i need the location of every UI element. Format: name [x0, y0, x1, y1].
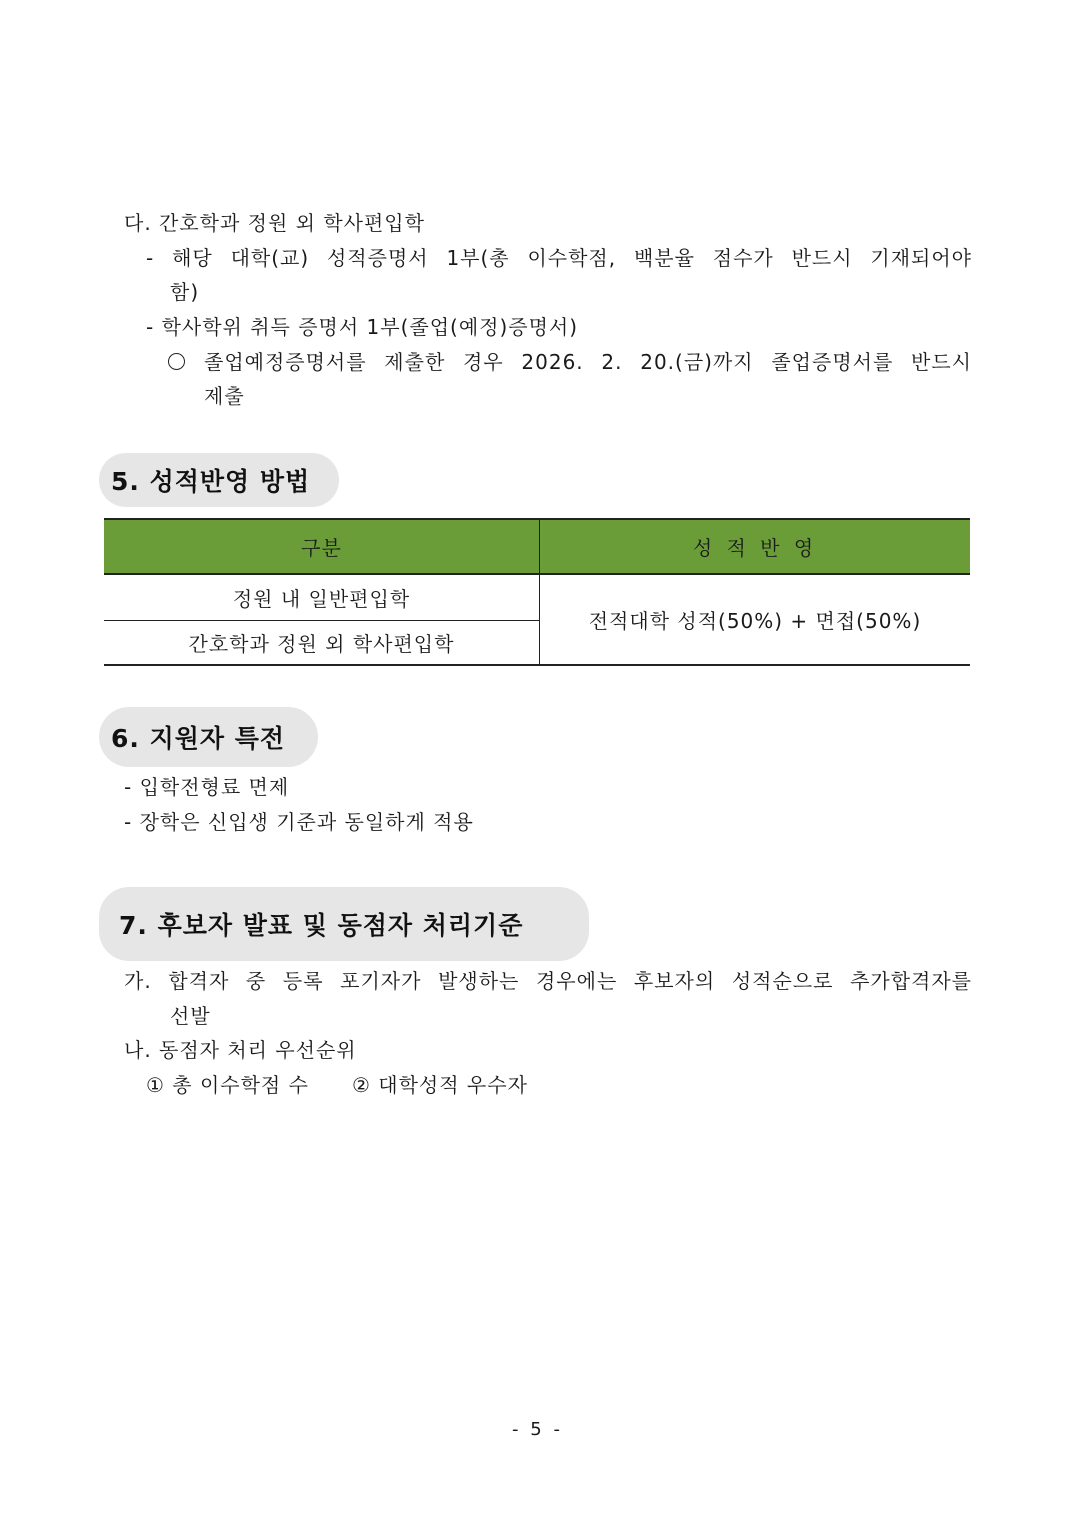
sec7-title: 7. 후보자 발표 및 동점자 처리기준	[99, 887, 589, 961]
score-table	[104, 518, 970, 666]
sec7-na-title: 나. 동점자 처리 우선순위	[124, 1038, 357, 1062]
table-row1-category: 정원 내 일반편입학	[104, 574, 540, 621]
sec4-note-line2: 제출	[204, 384, 245, 408]
sec5-title: 5. 성적반영 방법	[99, 453, 339, 507]
sec7-priority1: ① 총 이수학점 수	[146, 1073, 309, 1097]
sec7-priority2: ② 대학성적 우수자	[352, 1073, 528, 1097]
sec6-title: 6. 지원자 특전	[99, 707, 318, 767]
sec4-da-title: 다. 간호학과 정원 외 학사편입학	[124, 211, 425, 235]
page-number: - 5 -	[512, 1419, 563, 1440]
sec7-ga-line2: 선발	[170, 1004, 211, 1028]
table-header-score: 성 적 반 영	[540, 519, 971, 574]
table-header-category: 구분	[104, 519, 540, 574]
sec4-note-line1: 졸업예정증명서를 제출한 경우 2026. 2. 20.(금)까지 졸업증명서를 반드시	[204, 350, 972, 374]
sec6-item1: - 입학전형료 면제	[124, 775, 290, 799]
sec4-item1-line1: - 해당 대학(교) 성적증명서 1부(총 이수학점, 백분율 점수가 반드시 기재되어야	[146, 246, 972, 270]
sec6-item2: - 장학은 신입생 기준과 동일하게 적용	[124, 810, 474, 834]
table-merged-score: 전적대학 성적(50%) + 면접(50%)	[540, 574, 971, 665]
table-row2-category: 간호학과 정원 외 학사편입학	[104, 621, 540, 666]
sec7-ga-line1: 가. 합격자 중 등록 포기자가 발생하는 경우에는 후보자의 성적순으로 추가합격자를	[124, 969, 972, 993]
sec4-item1-line2: 함)	[170, 280, 200, 304]
sec4-item2: - 학사학위 취득 증명서 1부(졸업(예정)증명서)	[146, 315, 579, 339]
sec4-note-bullet-icon	[168, 347, 185, 377]
